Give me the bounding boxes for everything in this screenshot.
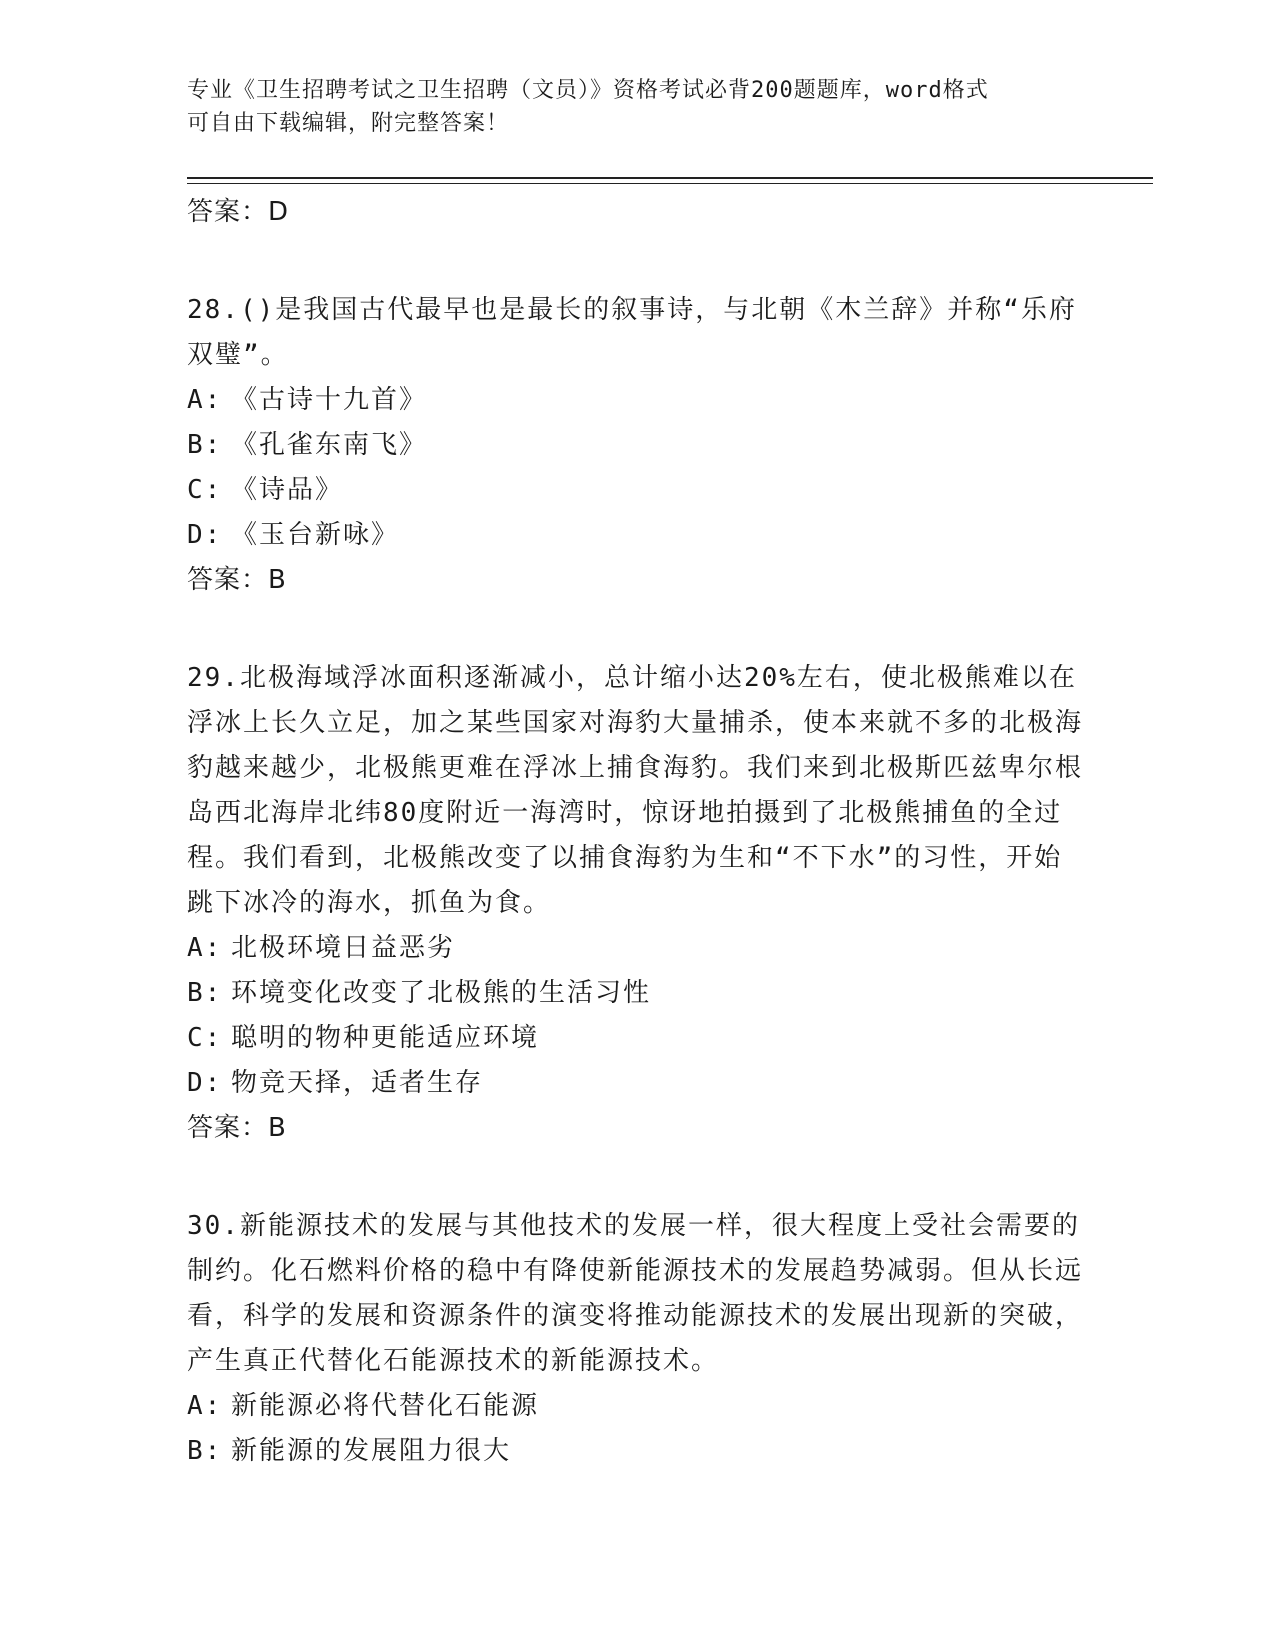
option-c: [187, 1016, 1087, 1061]
header-line-1: 专业《卫生招聘考试之卫生招聘（文员）》资格考试必背200题题库，word格式: [187, 78, 989, 103]
question-list: [187, 190, 1087, 1474]
answer: 答案：B: [187, 565, 287, 595]
option-text: 物竞天择，适者生存: [231, 1068, 484, 1098]
option-text: 《诗品》: [231, 475, 344, 505]
option-text: 《玉台新咏》: [231, 520, 400, 550]
question-text: 28.()是我国古代最早也是最长的叙事诗，与北朝《木兰辞》并称“乐府双璧”。: [187, 295, 1077, 370]
option-key: B:: [187, 430, 223, 460]
question-29: [187, 656, 1087, 1150]
document-header: [187, 74, 1067, 140]
option-key: D:: [187, 520, 223, 550]
option-key: A:: [187, 385, 223, 415]
option-text: 聪明的物种更能适应环境: [231, 1023, 540, 1053]
option-b: [187, 971, 1087, 1016]
option-text: 《孔雀东南飞》: [231, 430, 428, 460]
option-key: D:: [187, 1068, 223, 1098]
option-b: [187, 1429, 1087, 1474]
option-d: [187, 513, 1087, 558]
header-line-2: 可自由下载编辑，附完整答案！: [187, 111, 510, 136]
option-text: 新能源必将代替化石能源: [231, 1391, 540, 1421]
option-key: A:: [187, 1391, 223, 1421]
option-text: 新能源的发展阻力很大: [231, 1436, 512, 1466]
option-key: A:: [187, 933, 223, 963]
question-30: [187, 1204, 1087, 1474]
option-text: 环境变化改变了北极熊的生活习性: [231, 978, 652, 1008]
option-a: [187, 1384, 1087, 1429]
option-key: C:: [187, 1023, 223, 1053]
option-key: B:: [187, 1436, 223, 1466]
question-28: [187, 288, 1087, 602]
option-text: 北极环境日益恶劣: [231, 933, 456, 963]
question-text: 29.北极海域浮冰面积逐渐减小，总计缩小达20%左右，使北极熊难以在浮冰上长久立足，加之某些国家对海豹大量捕杀，使本来就不多的北极海豹越来越少，北极熊更难在浮冰上捕食海豹。我们来到北极斯匹兹卑尔根岛西北海岸北纬80度附近一海湾时，惊讶地拍摄到了北极熊捕鱼的全过程。我们看到，北极熊改变了以捕食海豹为生和“不下水”的习性，开始跳下冰冷的海水，抓鱼为食。: [187, 663, 1084, 918]
option-key: C:: [187, 475, 223, 505]
header-divider-thin: [187, 183, 1153, 184]
option-b: [187, 423, 1087, 468]
header-divider-thick: [187, 177, 1153, 179]
option-key: B:: [187, 978, 223, 1008]
question-text: 30.新能源技术的发展与其他技术的发展一样，很大程度上受社会需要的制约。化石燃料价格的稳中有降使新能源技术的发展趋势减弱。但从长远看，科学的发展和资源条件的演变将推动能源技术的发展出现新的突破，产生真正代替化石能源技术的新能源技术。: [187, 1211, 1084, 1376]
option-d: [187, 1061, 1087, 1106]
option-a: [187, 378, 1087, 423]
previous-answer: 答案：D: [187, 197, 290, 227]
option-a: [187, 926, 1087, 971]
option-c: [187, 468, 1087, 513]
answer: 答案：B: [187, 1113, 287, 1143]
option-text: 《古诗十九首》: [231, 385, 428, 415]
